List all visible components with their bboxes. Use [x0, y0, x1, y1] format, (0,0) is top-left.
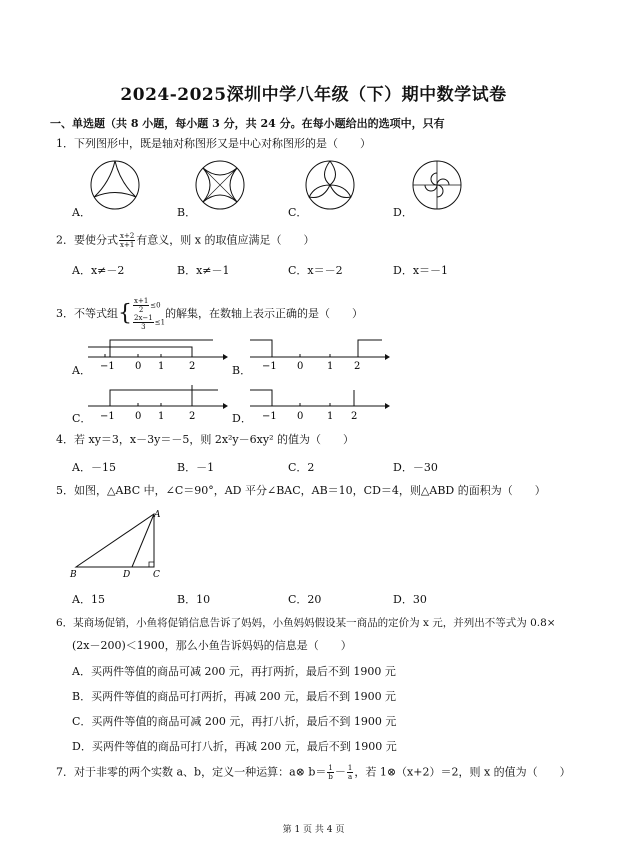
q1-figure-d	[412, 160, 462, 210]
svg-text:B: B	[70, 570, 77, 580]
q2-option-b: B．x≠－1	[177, 264, 230, 277]
q2-option-d: D．x＝－1	[393, 264, 449, 277]
q3-option-d: D．	[232, 412, 252, 425]
svg-text:2: 2	[351, 411, 358, 422]
page-title: 2024-2025深圳中学八年级（下）期中数学试卷	[120, 85, 507, 105]
svg-text:1: 1	[158, 361, 165, 372]
q5-option-b: B．10	[177, 593, 211, 606]
question-6-stem-line1: 6．某商场促销，小鱼将促销信息告诉了妈妈，小鱼妈妈假设某一商品的定价为 x 元，并列出不等式为 0.8×	[56, 617, 556, 629]
svg-text:1: 1	[327, 411, 334, 422]
q1-option-c: C．	[288, 206, 308, 219]
q4-option-a: A．－15	[72, 461, 116, 474]
question-5-stem: 5．如图，△ABC 中，∠C＝90°，AD 平分∠BAC，AB＝10，CD＝4，则△ABD 的面积为（ ）	[56, 484, 546, 497]
section-heading: 一、单选题（共 8 小题，每小题 3 分，共 24 分。在每小题给出的选项中，只有	[50, 117, 445, 130]
q1-option-a: A．	[72, 206, 91, 219]
svg-text:0: 0	[135, 361, 142, 372]
svg-text:A: A	[154, 510, 161, 520]
q1-option-d: D．	[393, 206, 413, 219]
question-3-stem: 3．不等式组{ $\frac{x+1}{2}$ ≤0 $\frac{2x-1}{3}$ ≤1 的解集，在数轴上表示正确的是（ ）	[56, 297, 364, 331]
q6-option-a: A．买两件等值的商品可减 200 元，再打两折，最后不到 1900 元	[72, 665, 396, 678]
q1-option-b: B．	[177, 206, 197, 219]
q3-option-b: B．	[232, 364, 252, 377]
svg-text:−1: −1	[262, 411, 277, 422]
svg-text:0: 0	[297, 361, 304, 372]
q3-number-line-c	[88, 384, 228, 422]
page-footer: 第 1 页 共 4 页	[282, 825, 345, 835]
q3-number-line-d	[250, 384, 390, 422]
svg-text:C: C	[153, 570, 160, 580]
q4-option-d: D．－30	[393, 461, 438, 474]
q3-option-c: C．	[72, 412, 92, 425]
q5-triangle-figure	[68, 508, 168, 580]
q3-number-line-b	[250, 338, 390, 373]
q5-option-a: A．15	[72, 593, 105, 606]
q6-option-d: D．买两件等值的商品可打八折，再减 200 元，最后不到 1900 元	[72, 740, 397, 753]
svg-text:−1: −1	[262, 361, 277, 372]
q1-figure-b	[195, 160, 245, 210]
q6-option-b: B．买两件等值的商品可打两折，再减 200 元，最后不到 1900 元	[72, 690, 397, 703]
question-4-stem: 4．若 xy＝3，x－3y＝－5，则 2x²y－6xy² 的值为（ ）	[56, 433, 354, 446]
question-1-stem: 1．下列图形中，既是轴对称图形又是中心对称图形的是（ ）	[56, 137, 371, 150]
question-2-stem: 2．要使分式 $\frac{x+2}{x+1}$ 有意义，则 x 的取值应满足（ ）	[56, 232, 315, 249]
q2-option-a: A．x≠－2	[72, 264, 125, 277]
q3-number-line-a	[88, 338, 228, 373]
q6-option-c: C．买两件等值的商品可减 200 元，再打八折，最后不到 1900 元	[72, 715, 397, 728]
q1-figure-a	[90, 160, 140, 210]
svg-text:2: 2	[189, 411, 196, 422]
q4-option-c: C．2	[288, 461, 315, 474]
svg-text:D: D	[123, 570, 131, 580]
svg-text:−1: −1	[100, 361, 115, 372]
question-7-stem: 7．对于非零的两个实数 a、b，定义一种运算：a⊗ b＝ $\frac{1}{b}$ － $\frac{1}{a}$ ，若 1⊗（x+2）＝2，则 x 的值为（ ）	[56, 764, 571, 781]
q4-option-b: B．－1	[177, 461, 215, 474]
svg-text:2: 2	[189, 361, 196, 372]
svg-text:1: 1	[327, 361, 334, 372]
svg-text:1: 1	[158, 411, 165, 422]
question-6-stem-line2: (2x－200)＜1900，那么小鱼告诉妈妈的信息是（ ）	[72, 639, 352, 652]
q2-fraction: $\frac{x+2}{x+1}$	[120, 232, 135, 249]
svg-text:−1: −1	[100, 411, 115, 422]
svg-text:2: 2	[354, 361, 361, 372]
q2-option-c: C．x＝－2	[288, 264, 343, 277]
q5-option-c: C．20	[288, 593, 322, 606]
q5-option-d: D．30	[393, 593, 427, 606]
svg-text:0: 0	[135, 411, 142, 422]
svg-text:0: 0	[297, 411, 304, 422]
q3-option-a: A．	[72, 364, 91, 377]
q1-figure-c	[305, 160, 355, 210]
